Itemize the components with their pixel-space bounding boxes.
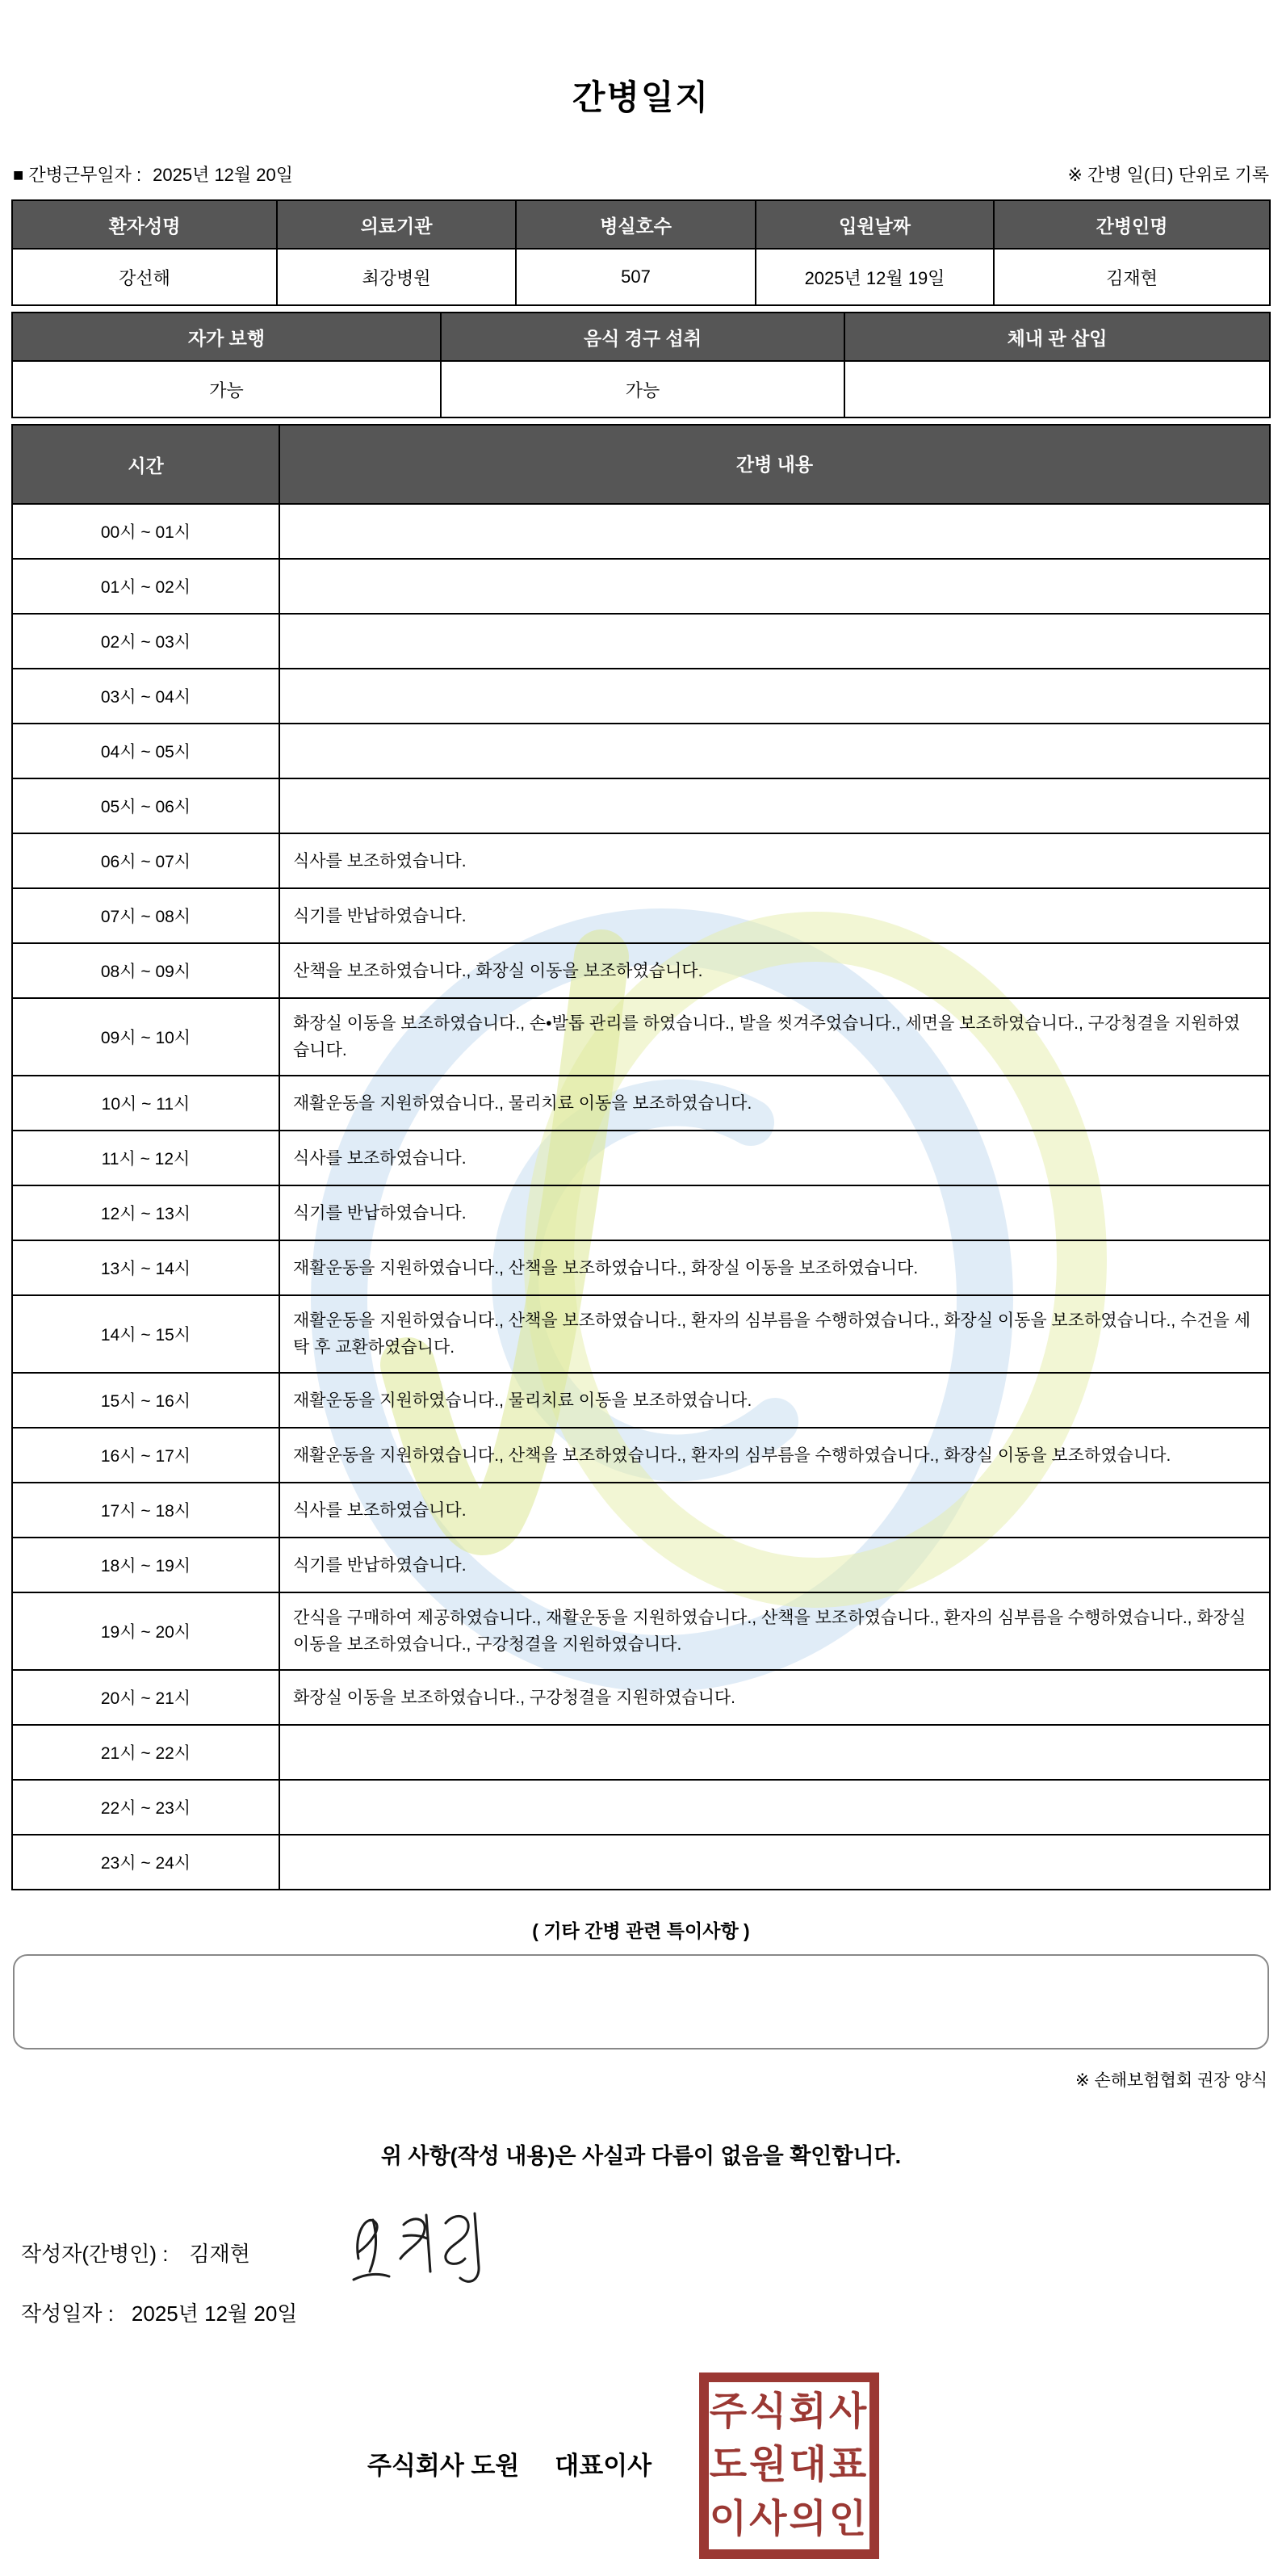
time-cell: 07시 ~ 08시: [100, 908, 191, 926]
care-log-row-07: [13, 887, 1269, 942]
col-header-caregiver-name: 간병인명: [993, 201, 1269, 248]
time-cell: 00시 ~ 01시: [100, 523, 191, 542]
care-log-row-23: [13, 1834, 1269, 1889]
col-header-room-number: 병실호수: [515, 201, 755, 248]
care-log-row-08: [13, 942, 1269, 997]
content-cell: [279, 560, 1269, 613]
content-cell: 식사를 보조하였습니다.: [279, 1483, 1269, 1537]
patient-status-table: [11, 312, 1271, 418]
care-log-row-16: [13, 1427, 1269, 1482]
col-header-oral-intake: 음식 경구 섭취: [440, 313, 844, 360]
content-cell: 재활운동을 지원하였습니다., 물리치료 이동을 보조하였습니다.: [279, 1076, 1269, 1130]
care-log-row-12: [13, 1185, 1269, 1240]
care-log-row-19: [13, 1592, 1269, 1669]
writer-label: 작성자(간병인) :: [21, 2241, 169, 2266]
recommended-form-note: ※ 손해보험협회 권장 양식: [1075, 2071, 1267, 2090]
time-cell: 15시 ~ 16시: [100, 1392, 191, 1411]
time-cell: 21시 ~ 22시: [100, 1744, 191, 1763]
time-cell: 05시 ~ 06시: [100, 798, 191, 816]
content-cell: [279, 724, 1269, 778]
writer-line: [21, 2230, 1282, 2275]
care-log-row-00: [13, 503, 1269, 558]
time-cell: 04시 ~ 05시: [100, 743, 191, 761]
extra-notes-box: [13, 1954, 1269, 2049]
content-cell: [279, 779, 1269, 833]
content-cell: 식기를 반납하였습니다.: [279, 1538, 1269, 1592]
care-log-row-17: [13, 1482, 1269, 1537]
tube-inserted-value: [844, 362, 1269, 417]
write-date-label: 작성일자 :: [21, 2301, 114, 2326]
confirmation-statement: 위 사항(작성 내용)은 사실과 다름이 없음을 확인합니다.: [380, 2144, 902, 2168]
content-cell: 식기를 반납하였습니다.: [279, 1186, 1269, 1240]
self-walking-value: 가능: [209, 380, 244, 401]
page-title: 간병일지: [572, 78, 710, 116]
time-cell: 19시 ~ 20시: [100, 1623, 191, 1642]
care-log-row-13: [13, 1240, 1269, 1294]
caregiver-name-value: 김재현: [993, 250, 1269, 304]
time-cell: 23시 ~ 24시: [100, 1854, 191, 1873]
content-cell: 산책을 보조하였습니다., 화장실 이동을 보조하였습니다.: [279, 944, 1269, 997]
content-cell: 간식을 구매하여 제공하였습니다., 재활운동을 지원하였습니다., 산책을 보조하였습니다., 환자의 심부름을 수행하였습니다., 화장실 이동을 보조하였습니다., 구강청결을 지원하였습니다.: [279, 1593, 1269, 1669]
care-log-row-05: [13, 778, 1269, 833]
time-cell: 03시 ~ 04시: [100, 688, 191, 707]
extra-notes-heading: ( 기타 간병 관련 특이사항 ): [532, 1920, 750, 1941]
meta-line: [13, 162, 1269, 187]
handwritten-signature: [347, 2209, 517, 2297]
company-name: 주식회사 도원: [367, 2452, 520, 2480]
time-cell: 14시 ~ 15시: [100, 1326, 191, 1345]
time-cell: 10시 ~ 11시: [101, 1095, 191, 1114]
time-cell: 17시 ~ 18시: [100, 1502, 191, 1521]
col-header-patient-name: 환자성명: [13, 201, 276, 248]
time-cell: 01시 ~ 02시: [100, 578, 191, 597]
oral-intake-value: 가능: [440, 362, 844, 417]
content-cell: 재활운동을 지원하였습니다., 산책을 보조하였습니다., 화장실 이동을 보조하였습니다.: [279, 1241, 1269, 1294]
care-log-row-20: [13, 1669, 1269, 1724]
content-cell: [279, 1836, 1269, 1889]
unit-note: ※ 간병 일(日) 단위로 기록: [1067, 165, 1269, 185]
care-log-table: [11, 424, 1271, 1890]
work-date-label: ■ 간병근무일자 :: [13, 165, 142, 185]
content-cell: [279, 669, 1269, 723]
col-header-self-walking: 자가 보행: [13, 313, 440, 360]
write-date-value: 2025년 12월 20일: [131, 2301, 298, 2326]
col-header-time: 시간: [13, 426, 279, 503]
care-log-row-21: [13, 1724, 1269, 1779]
content-cell: [279, 1781, 1269, 1834]
care-log-row-14: [13, 1294, 1269, 1372]
content-cell: [279, 505, 1269, 558]
time-cell: 18시 ~ 19시: [100, 1557, 191, 1575]
company-title: 대표이사: [555, 2452, 652, 2480]
writer-name: 김재현: [189, 2241, 250, 2266]
care-log-row-01: [13, 558, 1269, 613]
content-cell: 재활운동을 지원하였습니다., 산책을 보조하였습니다., 환자의 심부름을 수행하였습니다., 화장실 이동을 보조하였습니다.: [279, 1429, 1269, 1482]
content-cell: 화장실 이동을 보조하였습니다., 구강청결을 지원하였습니다.: [279, 1671, 1269, 1724]
stamp-line-2: 도원대표: [709, 2444, 869, 2487]
content-cell: 화장실 이동을 보조하였습니다., 손•발톱 관리를 하였습니다., 발을 씻겨주었습니다., 세면을 보조하였습니다., 구강청결을 지원하였습니다.: [279, 999, 1269, 1075]
col-header-tube-inserted: 체내 관 삽입: [844, 313, 1269, 360]
care-log-row-22: [13, 1779, 1269, 1834]
time-cell: 11시 ~ 12시: [101, 1150, 191, 1168]
time-cell: 16시 ~ 17시: [100, 1447, 191, 1466]
stamp-line-3: 이사의인: [709, 2497, 869, 2540]
work-date-value: 2025년 12월 20일: [153, 165, 294, 185]
corporate-seal-stamp: [699, 2373, 879, 2559]
time-cell: 22시 ~ 23시: [100, 1799, 191, 1818]
company-line: [367, 2445, 651, 2482]
time-cell: 06시 ~ 07시: [100, 853, 191, 871]
content-cell: 식기를 반납하였습니다.: [279, 889, 1269, 942]
care-log-row-06: [13, 833, 1269, 887]
content-cell: [279, 615, 1269, 668]
time-cell: 09시 ~ 10시: [100, 1029, 191, 1047]
time-cell: 13시 ~ 14시: [100, 1260, 191, 1278]
care-log-row-03: [13, 668, 1269, 723]
care-log-row-15: [13, 1372, 1269, 1427]
patient-info-table: [11, 199, 1271, 306]
content-cell: 식사를 보조하였습니다.: [279, 1131, 1269, 1185]
time-cell: 08시 ~ 09시: [100, 963, 191, 981]
content-cell: 재활운동을 지원하였습니다., 물리치료 이동을 보조하였습니다.: [279, 1374, 1269, 1427]
care-log-row-09: [13, 997, 1269, 1075]
care-log-row-02: [13, 613, 1269, 668]
room-number-value: 507: [515, 250, 755, 304]
stamp-line-1: 주식회사: [709, 2390, 869, 2434]
hospital-value: 최강병원: [276, 250, 515, 304]
care-log-row-18: [13, 1537, 1269, 1592]
write-date-line: [21, 2297, 1282, 2327]
col-header-admission-date: 입원날짜: [755, 201, 993, 248]
col-header-hospital: 의료기관: [276, 201, 515, 248]
content-cell: 식사를 보조하였습니다.: [279, 834, 1269, 887]
time-cell: 20시 ~ 21시: [100, 1689, 191, 1708]
care-log-row-11: [13, 1130, 1269, 1185]
care-log-row-04: [13, 723, 1269, 778]
time-cell: 02시 ~ 03시: [100, 633, 191, 652]
company-seal-area: [0, 2350, 1282, 2576]
content-cell: [279, 1726, 1269, 1779]
time-cell: 12시 ~ 13시: [100, 1205, 191, 1223]
content-cell: 재활운동을 지원하였습니다., 산책을 보조하였습니다., 환자의 심부름을 수행하였습니다., 화장실 이동을 보조하였습니다., 수건을 세탁 후 교환하였습니다.: [279, 1296, 1269, 1372]
admission-date-value: 2025년 12월 19일: [755, 250, 993, 304]
col-header-care-content: 간병 내용: [279, 426, 1269, 503]
care-log-row-10: [13, 1075, 1269, 1130]
patient-name-value: 강선해: [119, 267, 170, 288]
